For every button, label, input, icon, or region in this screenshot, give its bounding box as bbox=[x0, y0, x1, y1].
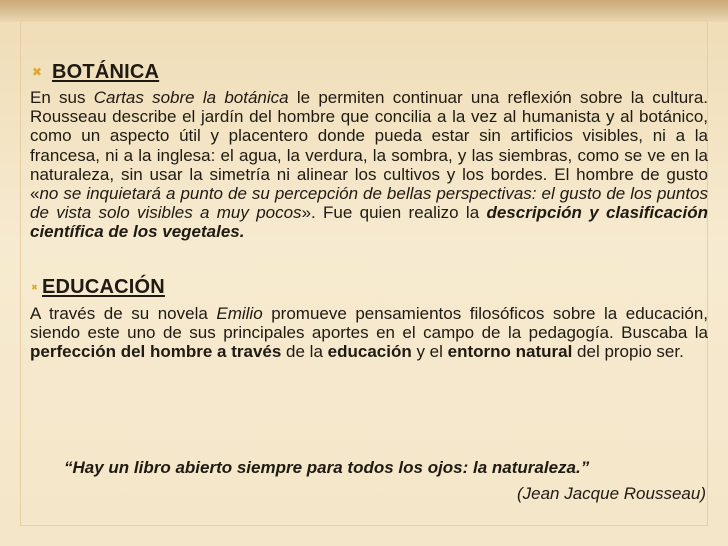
italic-run: Cartas sobre la botánica bbox=[93, 88, 289, 107]
section-heading-botanica bbox=[30, 56, 708, 88]
bold-run: educación bbox=[327, 342, 412, 362]
text-run: A través de su novela bbox=[30, 303, 217, 323]
text-run: En sus bbox=[30, 88, 94, 107]
text-run: le permiten continuar una reflexión sobre la cultura. Rousseau describe el jardín del hombre que concilia a la vez al humanista y al botánico, como un aspecto útil y placentero donde pueda estar sin artificios visibles, ni a la francesa, ni a la inglesa: el agua, la verdura, la sombra, y las siembras, como se ve en la naturaleza, sin usar la simetría ni alinear los cultivos y los bordes. El hombre de gusto « bbox=[30, 88, 708, 204]
bold-italic-run: descripción y clasificación científica de los vegetales. bbox=[30, 203, 709, 242]
text-run: ». Fue quien realizo la bbox=[301, 203, 487, 223]
quote-author: (Jean Jacque Rousseau) bbox=[516, 484, 706, 503]
x-mark-bullet-icon: ✖ bbox=[31, 283, 38, 293]
bold-run: perfección del hombre a través bbox=[30, 342, 282, 362]
text-run: y el bbox=[411, 342, 448, 362]
text-run: del propio ser. bbox=[572, 342, 684, 362]
top-decorative-bar bbox=[0, 0, 728, 22]
heading-text: BOTÁNICA bbox=[52, 60, 160, 83]
slide-content bbox=[30, 56, 708, 361]
bold-run: entorno natural bbox=[447, 342, 573, 362]
quote-text: “Hay un libro abierto siempre para todos los ojos: la naturaleza.” bbox=[64, 458, 590, 477]
botanica-paragraph bbox=[30, 88, 708, 242]
educacion-paragraph bbox=[30, 304, 708, 362]
section-heading-educacion bbox=[30, 272, 708, 304]
x-mark-bullet-icon: ✖ bbox=[31, 65, 43, 79]
heading-text: EDUCACIÓN bbox=[42, 276, 165, 299]
italic-run: Emilio bbox=[216, 303, 263, 323]
italic-run: no se inquietará a punto de su percepción de bellas perspectivas: el gusto de los puntos de vista solo visibles a muy pocos bbox=[30, 184, 708, 223]
text-run: de la bbox=[281, 342, 328, 362]
text-run: promueve pensamientos filosóficos sobre la educación, siendo este uno de sus principales aportes en el campo de la pedagogía. Buscaba la bbox=[30, 303, 708, 342]
